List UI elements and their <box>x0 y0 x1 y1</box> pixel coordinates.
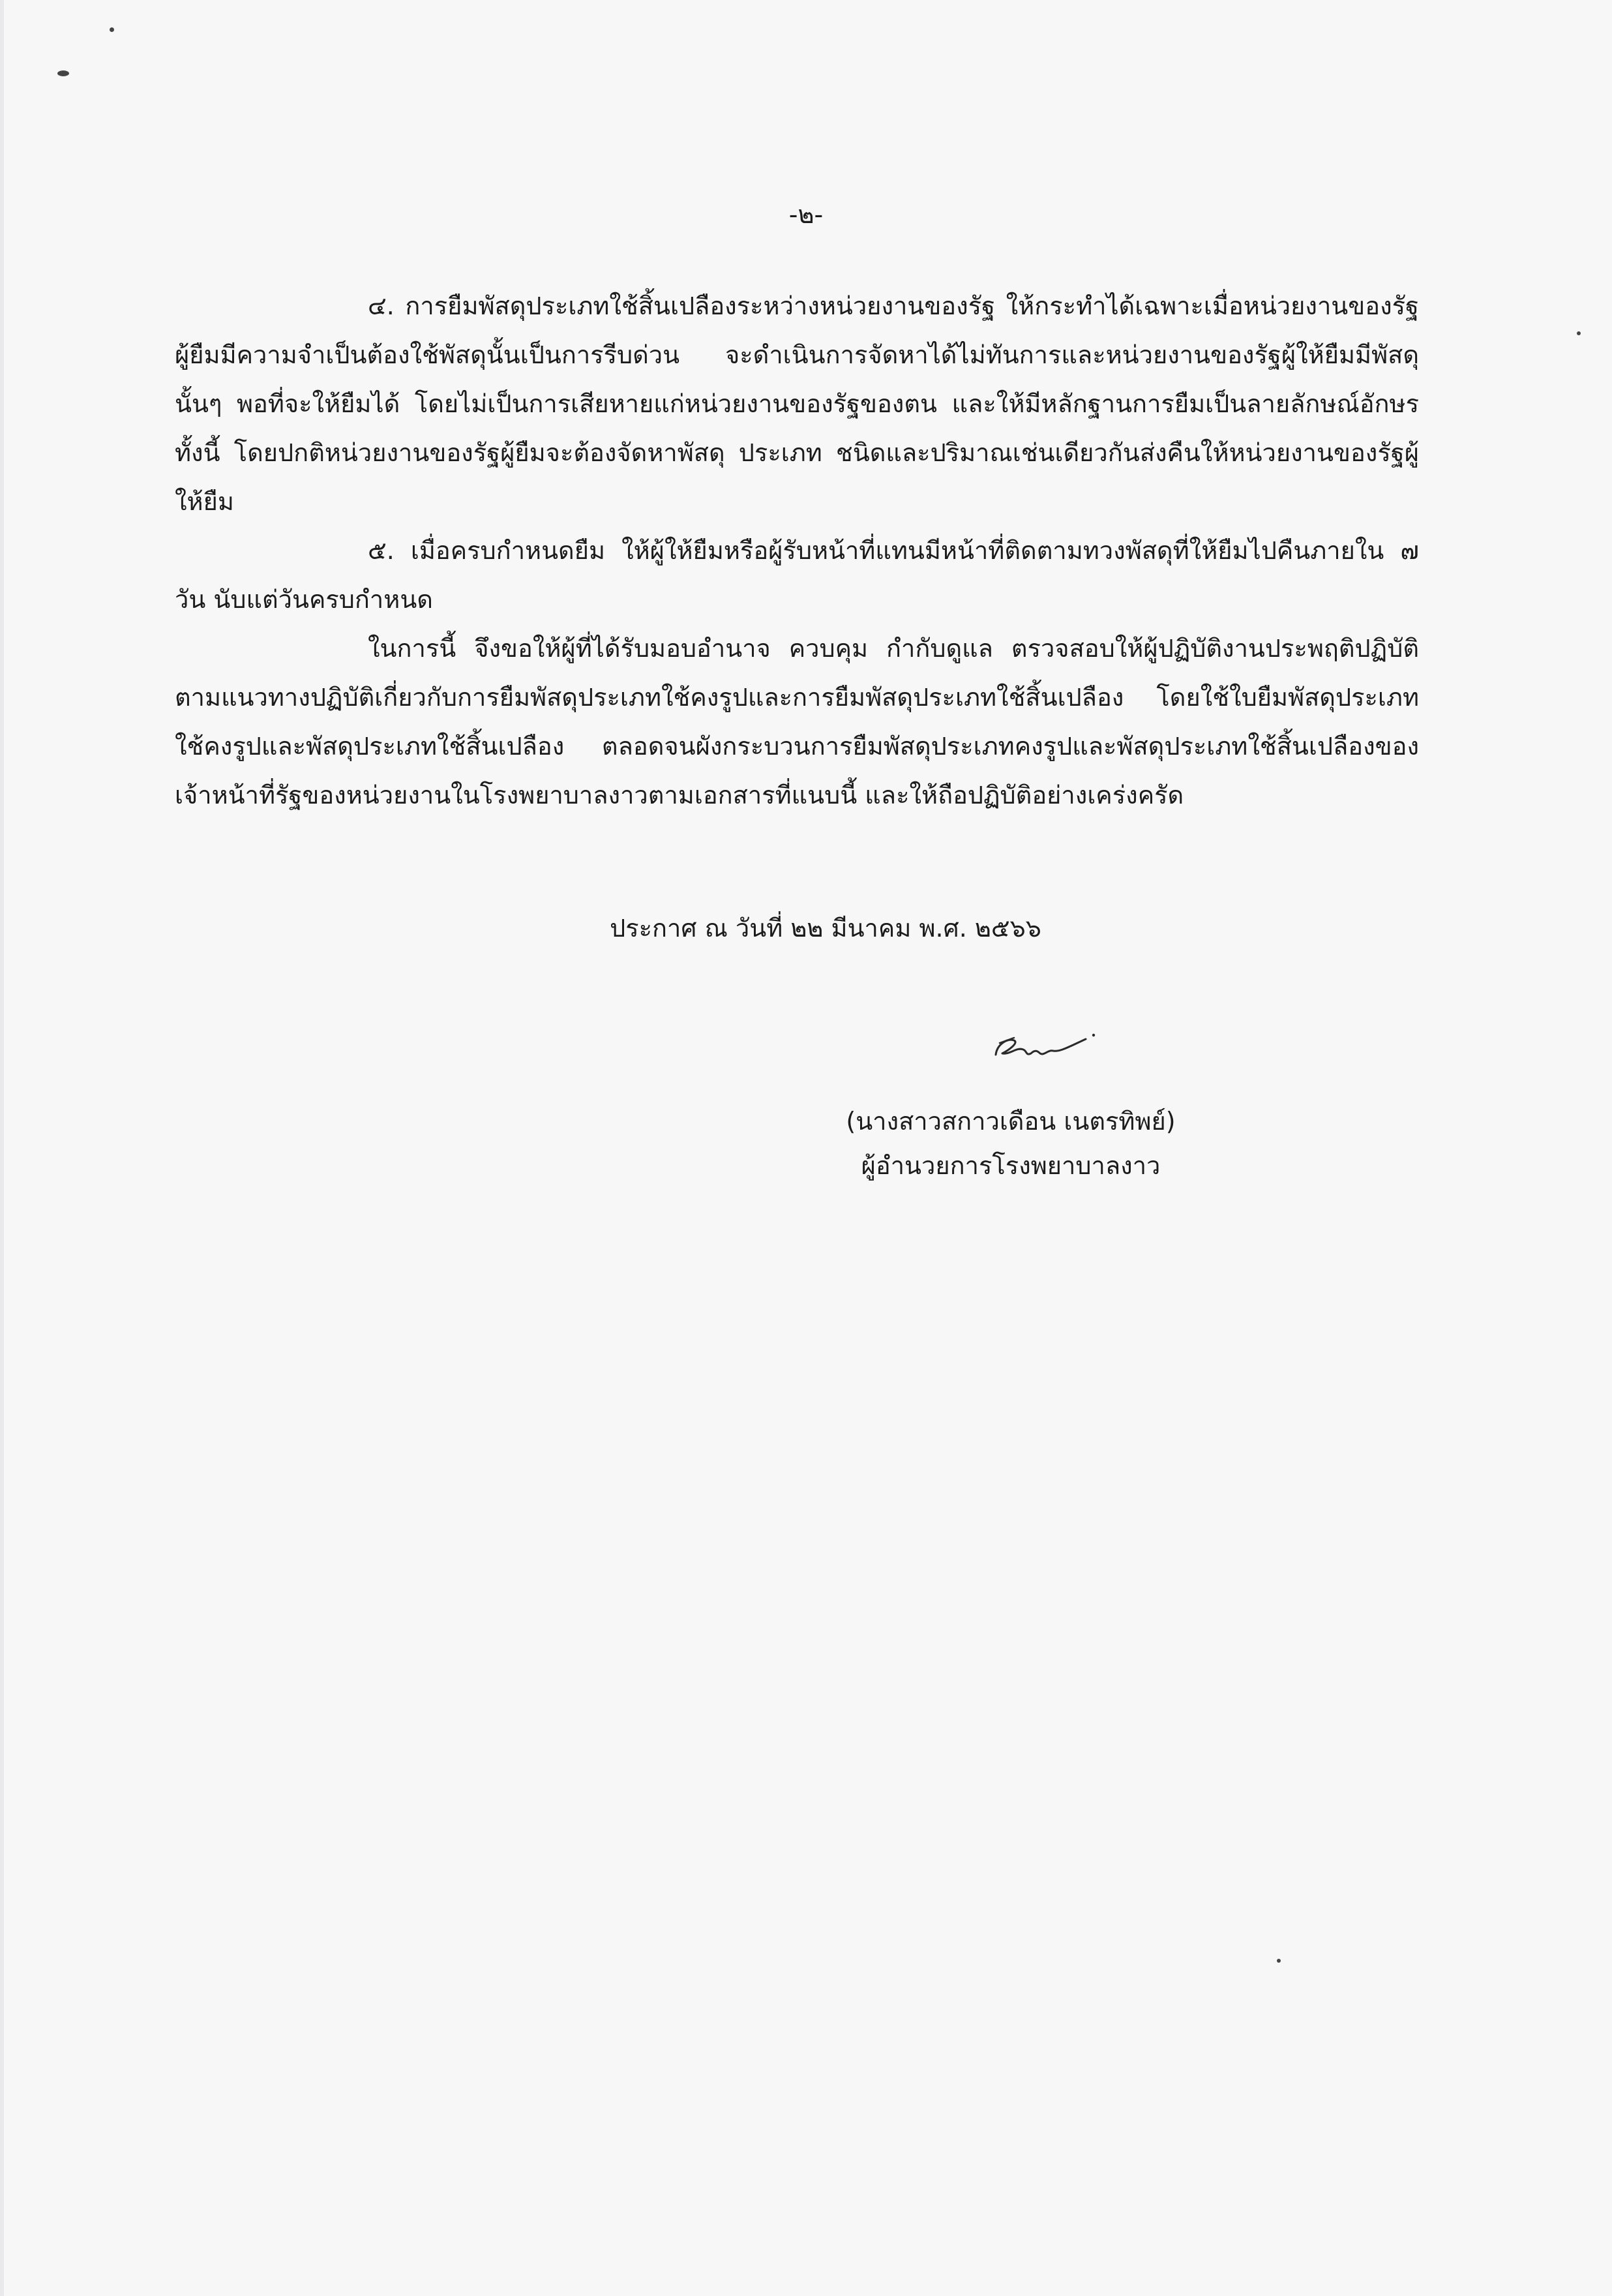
announcement-date: ประกาศ ณ วันที่ ๒๒ มีนาคม พ.ศ. ๒๕๖๖ <box>610 914 1041 943</box>
signer-block <box>809 1099 1213 1188</box>
paragraph-closing: ในการนี้ จึงขอให้ผู้ที่ได้รับมอบอำนาจ ควบคุม กำกับดูแล ตรวจสอบให้ผู้ปฏิบัติงานประพฤติปฏิบัติตามแนวทางปฏิบัติเกี่ยวกับการยืมพัสดุประเภทใช้คงรูปและการยืมพัสดุประเภทใช้สิ้นเปลือง โดยใช้ใบยืมพัสดุประเภทใช้คงรูปและพัสดุประเภทใช้สิ้นเปลือง ตลอดจนผังกระบวนการยืมพัสดุประเภทคงรูปและพัสดุประเภทใช้สิ้นเปลืองของเจ้าหน้าที่รัฐของหน่วยงานในโรงพยาบาลงาวตามเอกสารที่แนบนี้ และให้ถือปฏิบัติอย่างเคร่งครัด <box>175 634 1419 809</box>
scan-speck <box>110 27 114 32</box>
scan-speck <box>1577 331 1581 335</box>
signature-mark <box>988 1021 1102 1073</box>
page-number: -๒- <box>788 200 824 229</box>
paragraph-item-4: ๔. การยืมพัสดุประเภทใช้สิ้นเปลืองระหว่างหน่วยงานของรัฐ ให้กระทำได้เฉพาะเมื่อหน่วยงานของรัฐผู้ยืมมีความจำเป็นต้องใช้พัสดุนั้นเป็นการรีบด่วน จะดำเนินการจัดหาได้ไม่ทันการและหน่วยงานของรัฐผู้ให้ยืมมีพัสดุนั้นๆ พอที่จะให้ยืมได้ โดยไม่เป็นการเสียหายแก่หน่วยงานของรัฐของตน และให้มีหลักฐานการยืมเป็นลายลักษณ์อักษร ทั้งนี้ โดยปกติหน่วยงานของรัฐผู้ยืมจะต้องจัดหาพัสดุ ประเภท ชนิดและปริมาณเช่นเดียวกันส่งคืนให้หน่วยงานของรัฐผู้ให้ยืม <box>175 292 1419 516</box>
document-body <box>175 282 1419 820</box>
paragraph-item-5: ๕. เมื่อครบกำหนดยืม ให้ผู้ให้ยืมหรือผู้รับหน้าที่แทนมีหน้าที่ติดตามทวงพัสดุที่ให้ยืมไปคืนภายใน ๗ วัน นับแต่วันครบกำหนด <box>175 536 1419 614</box>
scan-speck <box>57 70 69 76</box>
scan-speck <box>1277 1959 1281 1963</box>
signer-name: (นางสาวสกาวเดือน เนตรทิพย์) <box>846 1107 1176 1136</box>
signer-title: ผู้อำนวยการโรงพยาบาลงาว <box>861 1151 1161 1180</box>
